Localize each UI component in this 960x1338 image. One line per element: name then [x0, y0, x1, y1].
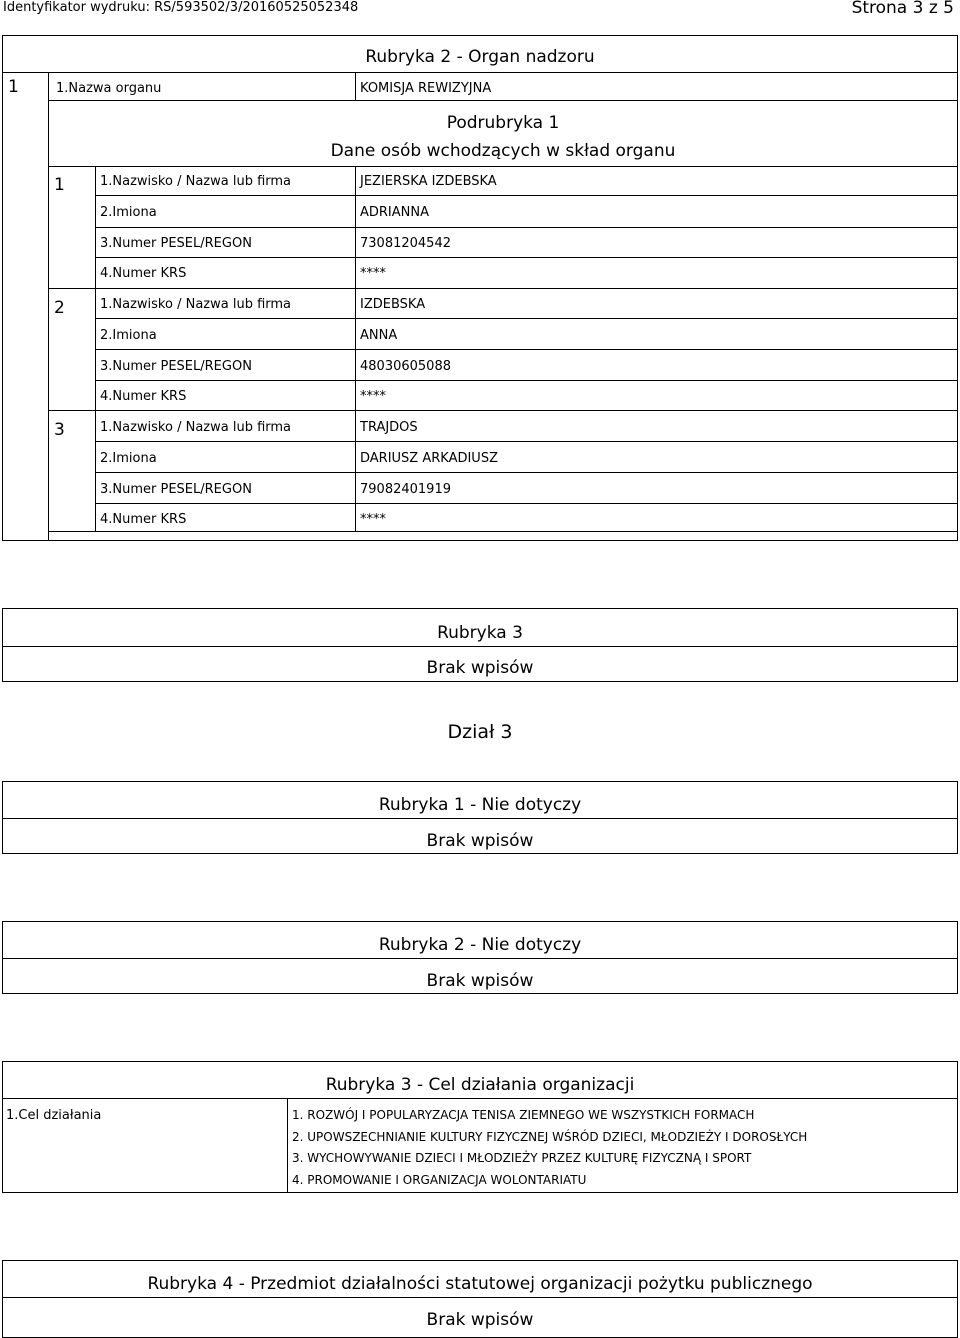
d3-rubryka-1-title: Rubryka 1 - Nie dotyczy — [378, 795, 582, 815]
row-divider — [2, 1297, 958, 1298]
goal-item: 3. WYCHOWYWANIE DZIECI I MŁODZIEŻY PRZEZ KULTURĘ FIZYCZNĄ I SPORT — [292, 1151, 752, 1165]
empty-entries-text: Brak wpisów — [426, 1310, 534, 1330]
row-divider — [95, 257, 958, 258]
d3-rubryka-2-title: Rubryka 2 - Nie dotyczy — [378, 935, 582, 955]
pesel-label: 3.Numer PESEL/REGON — [100, 482, 252, 497]
row-divider — [48, 166, 958, 167]
surname-value: JEZIERSKA IZDEBSKA — [360, 174, 497, 189]
surname-label: 1.Nazwisko / Nazwa lub firma — [100, 420, 292, 435]
row-divider — [95, 195, 958, 196]
krs-label: 4.Numer KRS — [100, 389, 187, 404]
row-divider — [48, 531, 958, 532]
surname-label: 1.Nazwisko / Nazwa lub firma — [100, 297, 292, 312]
row-divider — [95, 472, 958, 473]
krs-label: 4.Numer KRS — [100, 266, 187, 281]
rubryka-3-title: Rubryka 3 — [437, 623, 523, 643]
section-heading-dzial-3: Dział 3 — [447, 721, 513, 743]
person-number: 3 — [54, 420, 65, 440]
empty-entries-text: Brak wpisów — [426, 831, 534, 851]
surname-value: TRAJDOS — [360, 420, 418, 435]
goal-item: 2. UPOWSZECHNIANIE KULTURY FIZYCZNEJ WŚRÓD DZIECI, MŁODZIEŻY I DOROSŁYCH — [292, 1130, 808, 1144]
pesel-value: 73081204542 — [360, 236, 451, 251]
page-number: Strona 3 z 5 — [851, 0, 954, 18]
row-divider — [2, 1098, 958, 1099]
names-label: 2.Imiona — [100, 328, 157, 343]
row-divider — [2, 646, 958, 647]
pesel-label: 3.Numer PESEL/REGON — [100, 359, 252, 374]
pesel-value: 79082401919 — [360, 482, 451, 497]
pesel-label: 3.Numer PESEL/REGON — [100, 236, 252, 251]
field-value: KOMISJA REWIZYJNA — [360, 81, 492, 96]
names-value: ANNA — [360, 328, 398, 343]
row-divider — [95, 349, 958, 350]
names-value: ADRIANNA — [360, 205, 430, 220]
krs-value: **** — [360, 266, 386, 281]
row-divider — [2, 818, 958, 819]
names-value: DARIUSZ ARKADIUSZ — [360, 451, 498, 466]
names-label: 2.Imiona — [100, 451, 157, 466]
row-divider — [95, 503, 958, 504]
field-label: 1.Nazwa organu — [56, 81, 162, 96]
print-identifier: Identyfikator wydruku: RS/593502/3/20160525052348 — [3, 0, 359, 15]
row-divider — [48, 100, 958, 101]
podrubryka-title: Podrubryka 1 — [446, 113, 560, 133]
empty-entries-text: Brak wpisów — [426, 971, 534, 991]
krs-value: **** — [360, 512, 386, 527]
goal-label: 1.Cel działania — [6, 1108, 102, 1123]
column-divider — [355, 72, 356, 100]
podrubryka-subtitle: Dane osób wchodzących w skład organu — [330, 141, 676, 161]
row-number: 1 — [8, 77, 19, 97]
row-divider — [48, 288, 958, 289]
surname-label: 1.Nazwisko / Nazwa lub firma — [100, 174, 292, 189]
column-divider — [287, 1098, 288, 1193]
krs-value: **** — [360, 389, 386, 404]
empty-entries-text: Brak wpisów — [426, 658, 534, 678]
d3-rubryka-4-title: Rubryka 4 - Przedmiot działalności statutowej organizacji pożytku publicznego — [147, 1274, 813, 1294]
d3-rubryka-3-title: Rubryka 3 - Cel działania organizacji — [325, 1075, 635, 1095]
person-number: 1 — [54, 175, 65, 195]
row-divider — [95, 380, 958, 381]
names-label: 2.Imiona — [100, 205, 157, 220]
row-divider — [95, 318, 958, 319]
pesel-value: 48030605088 — [360, 359, 451, 374]
row-divider — [95, 441, 958, 442]
row-divider — [95, 227, 958, 228]
surname-value: IZDEBSKA — [360, 297, 426, 312]
goal-item: 1. ROZWÓJ I POPULARYZACJA TENISA ZIEMNEGO WE WSZYSTKICH FORMACH — [292, 1108, 755, 1122]
rubryka-2-title: Rubryka 2 - Organ nadzoru — [365, 47, 595, 67]
row-divider — [2, 72, 958, 73]
krs-label: 4.Numer KRS — [100, 512, 187, 527]
row-divider — [2, 958, 958, 959]
person-number: 2 — [54, 298, 65, 318]
goal-item: 4. PROMOWANIE I ORGANIZACJA WOLONTARIATU — [292, 1173, 587, 1187]
row-divider — [48, 410, 958, 411]
